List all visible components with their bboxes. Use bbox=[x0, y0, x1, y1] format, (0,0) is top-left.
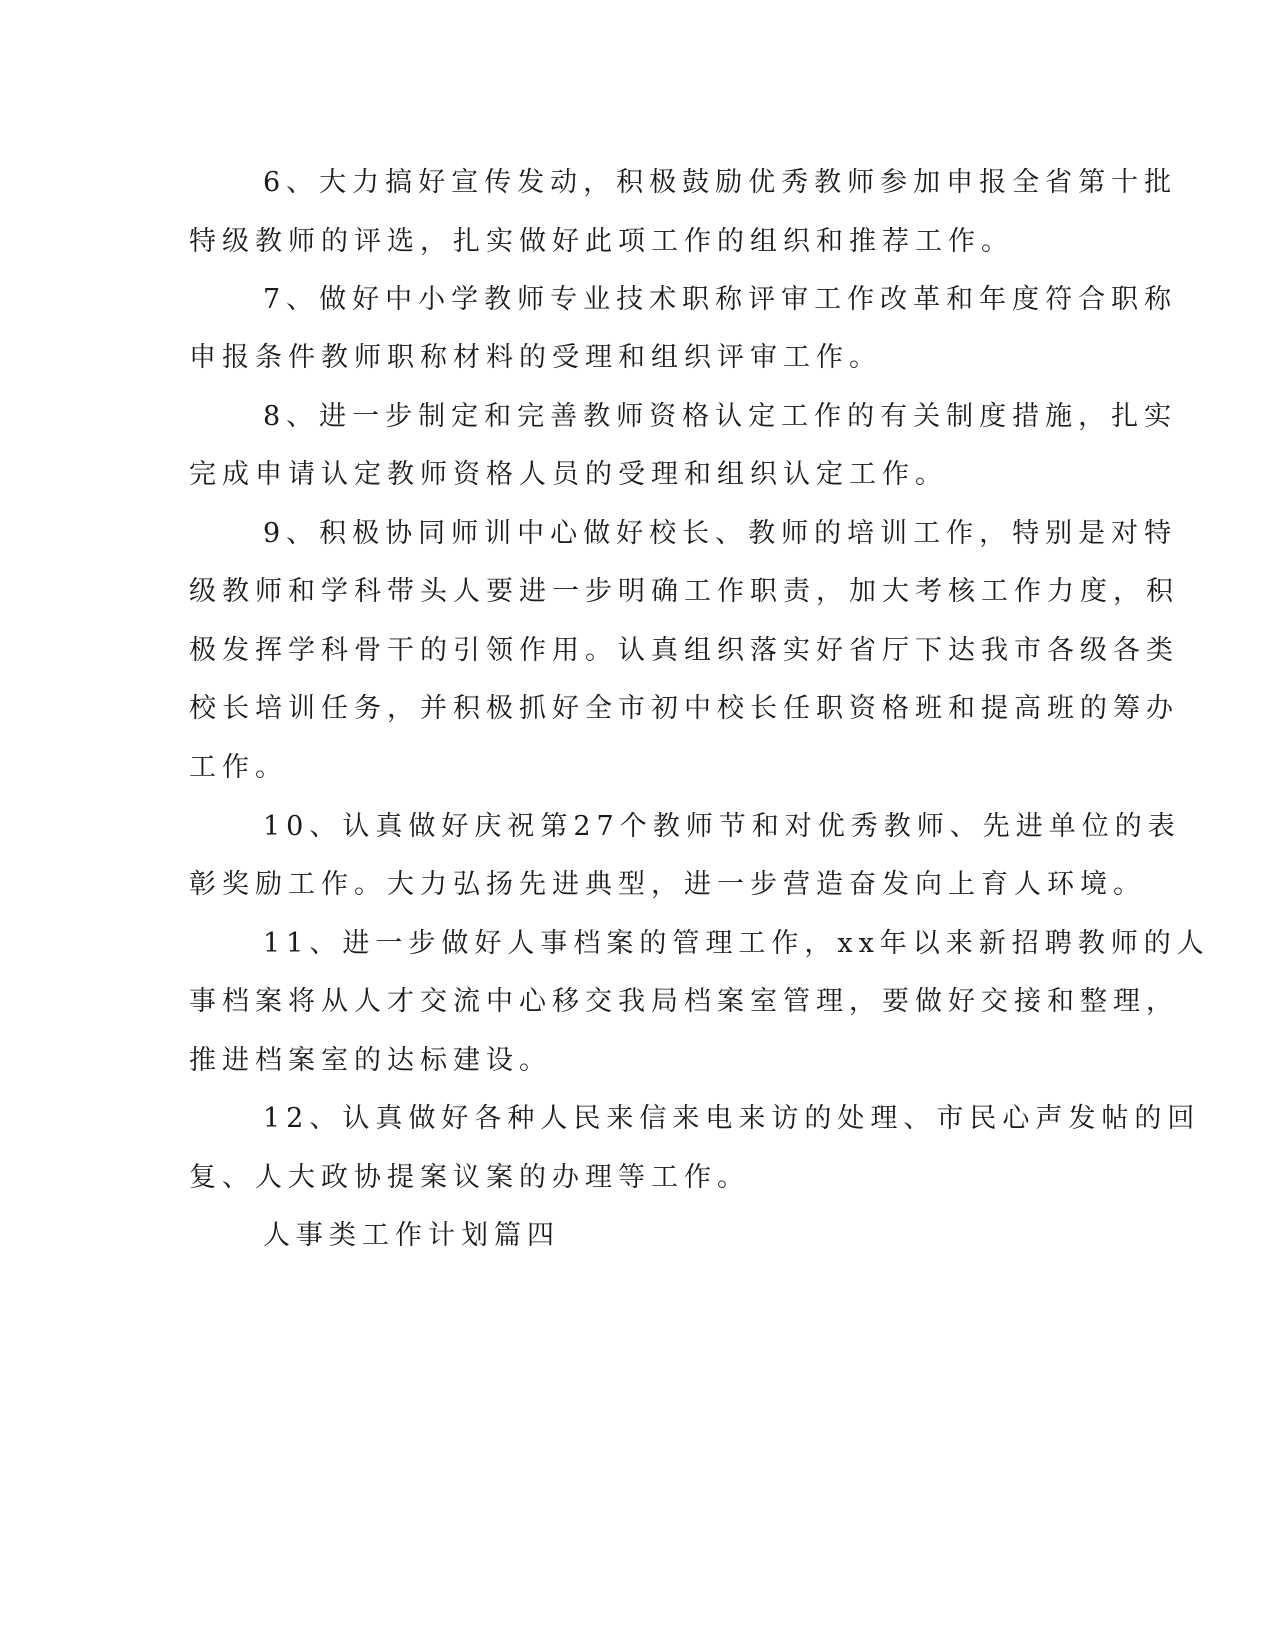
paragraph-6-line-1: 6、大力搞好宣传发动，积极鼓励优秀教师参加申报全省第十批 bbox=[263, 167, 1178, 198]
paragraph-12-line-1: 12、认真做好各种人民来信来电来访的处理、市民心声发帖的回 bbox=[263, 1103, 1201, 1134]
paragraph-11-line-2: 事档案将从人才交流中心移交我局档案室管理，要做好交接和整理， bbox=[189, 986, 1179, 1017]
paragraph-11-line-3: 推进档案室的达标建设。 bbox=[189, 1045, 552, 1076]
paragraph-10-line-1: 10、认真做好庆祝第27个教师节和对优秀教师、先进单位的表 bbox=[263, 811, 1181, 842]
paragraph-9-line-2: 级教师和学科带头人要进一步明确工作职责，加大考核工作力度，积 bbox=[189, 576, 1179, 607]
paragraph-10-line-2: 彰奖励工作。大力弘扬先进典型，进一步营造奋发向上育人环境。 bbox=[189, 869, 1146, 900]
paragraph-7-line-1: 7、做好中小学教师专业技术职称评审工作改革和年度符合职称 bbox=[263, 284, 1178, 315]
paragraph-11-line-1: 11、进一步做好人事档案的管理工作，xx年以来新招聘教师的人 bbox=[263, 928, 1210, 959]
paragraph-7-line-2: 申报条件教师职称材料的受理和组织评审工作。 bbox=[189, 342, 882, 373]
paragraph-8-line-2: 完成申请认定教师资格人员的受理和组织认定工作。 bbox=[189, 459, 948, 490]
paragraph-8-line-1: 8、进一步制定和完善教师资格认定工作的有关制度措施，扎实 bbox=[263, 401, 1178, 432]
paragraph-9-line-3: 极发挥学科骨干的引领作用。认真组织落实好省厅下达我市各级各类 bbox=[189, 635, 1179, 666]
section-heading: 人事类工作计划篇四 bbox=[263, 1220, 560, 1251]
paragraph-9-line-5: 工作。 bbox=[189, 752, 288, 783]
paragraph-9-line-1: 9、积极协同师训中心做好校长、教师的培训工作，特别是对特 bbox=[263, 518, 1178, 549]
paragraph-6-line-2: 特级教师的评选，扎实做好此项工作的组织和推荐工作。 bbox=[189, 226, 1014, 257]
paragraph-9-line-4: 校长培训任务，并积极抓好全市初中校长任职资格班和提高班的筹办 bbox=[189, 693, 1179, 724]
paragraph-12-line-2: 复、人大政协提案议案的办理等工作。 bbox=[189, 1162, 750, 1193]
